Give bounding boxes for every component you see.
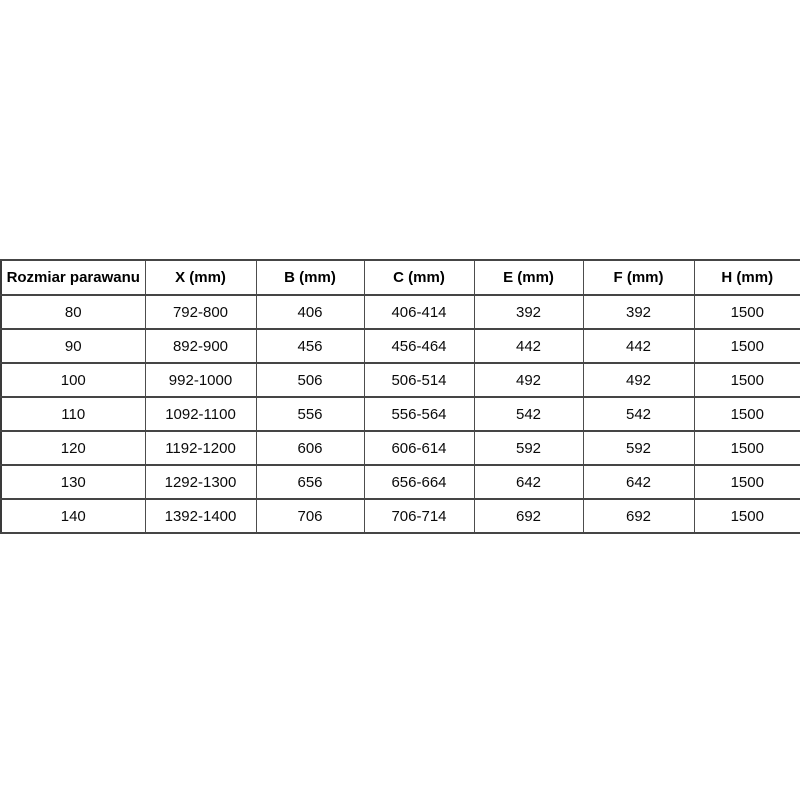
cell-size: 80 (1, 295, 145, 329)
cell-c: 556-564 (364, 397, 474, 431)
cell-h: 1500 (694, 397, 800, 431)
table-row (1, 363, 800, 397)
cell-f: 392 (583, 295, 694, 329)
cell-h: 1500 (694, 499, 800, 533)
cell-b: 656 (256, 465, 364, 499)
cell-f: 592 (583, 431, 694, 465)
table-header-row (1, 260, 800, 295)
cell-c: 506-514 (364, 363, 474, 397)
column-header-f-mm: F (mm) (583, 260, 694, 295)
column-header-h-mm: H (mm) (694, 260, 800, 295)
cell-h: 1500 (694, 295, 800, 329)
cell-h: 1500 (694, 465, 800, 499)
cell-size: 120 (1, 431, 145, 465)
cell-c: 606-614 (364, 431, 474, 465)
cell-c: 656-664 (364, 465, 474, 499)
column-header-x-mm: X (mm) (145, 260, 256, 295)
cell-size: 110 (1, 397, 145, 431)
cell-h: 1500 (694, 363, 800, 397)
cell-x: 1392-1400 (145, 499, 256, 533)
cell-x: 1292-1300 (145, 465, 256, 499)
cell-e: 492 (474, 363, 583, 397)
cell-b: 456 (256, 329, 364, 363)
table-row (1, 465, 800, 499)
column-header-e-mm: E (mm) (474, 260, 583, 295)
cell-b: 406 (256, 295, 364, 329)
cell-size: 140 (1, 499, 145, 533)
cell-size: 90 (1, 329, 145, 363)
cell-f: 692 (583, 499, 694, 533)
cell-f: 442 (583, 329, 694, 363)
cell-x: 992-1000 (145, 363, 256, 397)
column-header-rozmiar-parawanu: Rozmiar parawanu (1, 260, 145, 295)
cell-b: 506 (256, 363, 364, 397)
table-row (1, 499, 800, 533)
column-header-c-mm: C (mm) (364, 260, 474, 295)
cell-c: 406-414 (364, 295, 474, 329)
table-row (1, 295, 800, 329)
cell-e: 692 (474, 499, 583, 533)
cell-f: 492 (583, 363, 694, 397)
cell-f: 642 (583, 465, 694, 499)
cell-h: 1500 (694, 431, 800, 465)
table-row (1, 397, 800, 431)
cell-x: 1092-1100 (145, 397, 256, 431)
column-header-b-mm: B (mm) (256, 260, 364, 295)
cell-e: 392 (474, 295, 583, 329)
cell-e: 442 (474, 329, 583, 363)
cell-c: 706-714 (364, 499, 474, 533)
cell-x: 892-900 (145, 329, 256, 363)
cell-x: 792-800 (145, 295, 256, 329)
cell-e: 592 (474, 431, 583, 465)
cell-h: 1500 (694, 329, 800, 363)
cell-b: 706 (256, 499, 364, 533)
cell-size: 130 (1, 465, 145, 499)
cell-size: 100 (1, 363, 145, 397)
cell-b: 606 (256, 431, 364, 465)
size-specification-table (0, 259, 800, 534)
table-row (1, 329, 800, 363)
cell-b: 556 (256, 397, 364, 431)
cell-c: 456-464 (364, 329, 474, 363)
cell-f: 542 (583, 397, 694, 431)
cell-e: 542 (474, 397, 583, 431)
cell-x: 1192-1200 (145, 431, 256, 465)
cell-e: 642 (474, 465, 583, 499)
table-row (1, 431, 800, 465)
